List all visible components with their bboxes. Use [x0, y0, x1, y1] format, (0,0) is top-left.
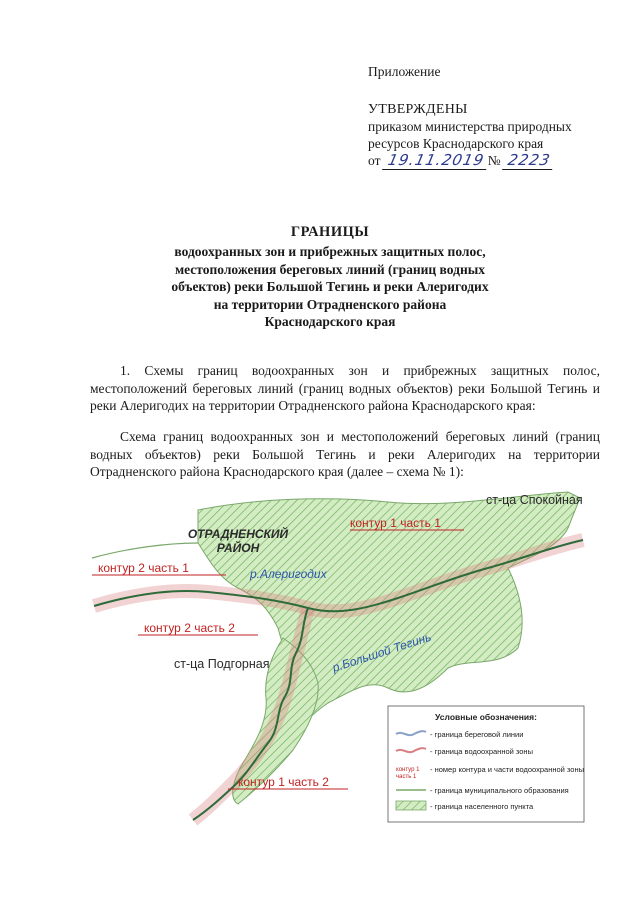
order-date: 19.11.2019 — [382, 152, 490, 170]
contour-1-part-1-label: контур 1 часть 1 — [350, 516, 441, 530]
legend-box — [388, 706, 584, 822]
legend-title: Условные обозначения: — [435, 712, 537, 722]
title-line-5: Краснодарского края — [264, 314, 396, 330]
legend-item-municipal: - граница муниципального образования — [430, 786, 569, 795]
title-line-2: местоположения береговых линий (границ водных — [174, 261, 486, 277]
contour-2-part-2-label: контур 2 часть 2 — [144, 621, 235, 635]
settlement-podgornaya-label: ст-ца Подгорная — [174, 657, 270, 671]
title-line-4: на территории Отрадненского района — [213, 296, 447, 312]
paragraph-1: 1. Схемы границ водоохранных зон и прибрежных защитных полос, местоположений береговых линий (границ водных объектов) реки Большой Тегинь и реки Алеригодих на территории Отрадненского района Краснодарского края: — [90, 363, 600, 413]
order-date-line — [368, 152, 628, 170]
district-label-line2: РАЙОН — [216, 541, 260, 555]
order-line-2: ресурсов Краснодарского края — [368, 136, 544, 151]
legend-item-water-zone: - граница водоохранной зоны — [430, 747, 533, 756]
appendix-label: Приложение — [368, 64, 441, 79]
municipal-border — [92, 543, 198, 558]
title-line-1: водоохранных зон и прибрежных защитных полос, — [174, 244, 486, 260]
district-label-line1: ОТРАДНЕНСКИЙ — [187, 527, 289, 541]
title-main: ГРАНИЦЫ — [290, 224, 370, 240]
document-title — [100, 224, 560, 330]
contour-2-part-1-label: контур 2 часть 1 — [98, 561, 189, 575]
legend-item-contour: - номер контура и части водоохранной зоны — [430, 765, 584, 774]
legend-contour-sample-line2: часть 1 — [396, 774, 417, 780]
legend-item-shoreline: - граница береговой линии — [430, 730, 524, 739]
paragraph-2: Схема границ водоохранных зон и местоположений береговых линий (границ водных объектов) реки Большой Тегинь и реки Алеригодих на территории Отрадненского района Краснодарского края (далее – схема № 1): — [90, 429, 600, 479]
legend-contour-sample-line1: контур 1 — [396, 767, 420, 773]
river-teginj-label: р.Большой Тегинь — [330, 629, 433, 675]
order-number-sign: № — [487, 153, 501, 168]
title-line-3: объектов) реки Большой Тегинь и реки Алеригодих — [171, 279, 489, 295]
order-line-1: приказом министерства природных — [368, 119, 572, 134]
river-alerigodih-label: р.Алеригодих — [250, 567, 327, 581]
order-from: от — [368, 153, 381, 168]
legend-item-settlement: - граница населенного пункта — [430, 802, 534, 811]
order-number: 2223 — [502, 152, 556, 170]
approval-block — [368, 101, 628, 170]
legend-settlement-icon — [396, 801, 426, 810]
settlement-spokoinaya-label: ст-ца Спокойная — [486, 493, 583, 507]
contour-1-part-2-label: контур 1 часть 2 — [238, 775, 329, 789]
approved-heading: УТВЕРЖДЕНЫ — [368, 102, 468, 117]
scheme-map — [88, 488, 590, 828]
